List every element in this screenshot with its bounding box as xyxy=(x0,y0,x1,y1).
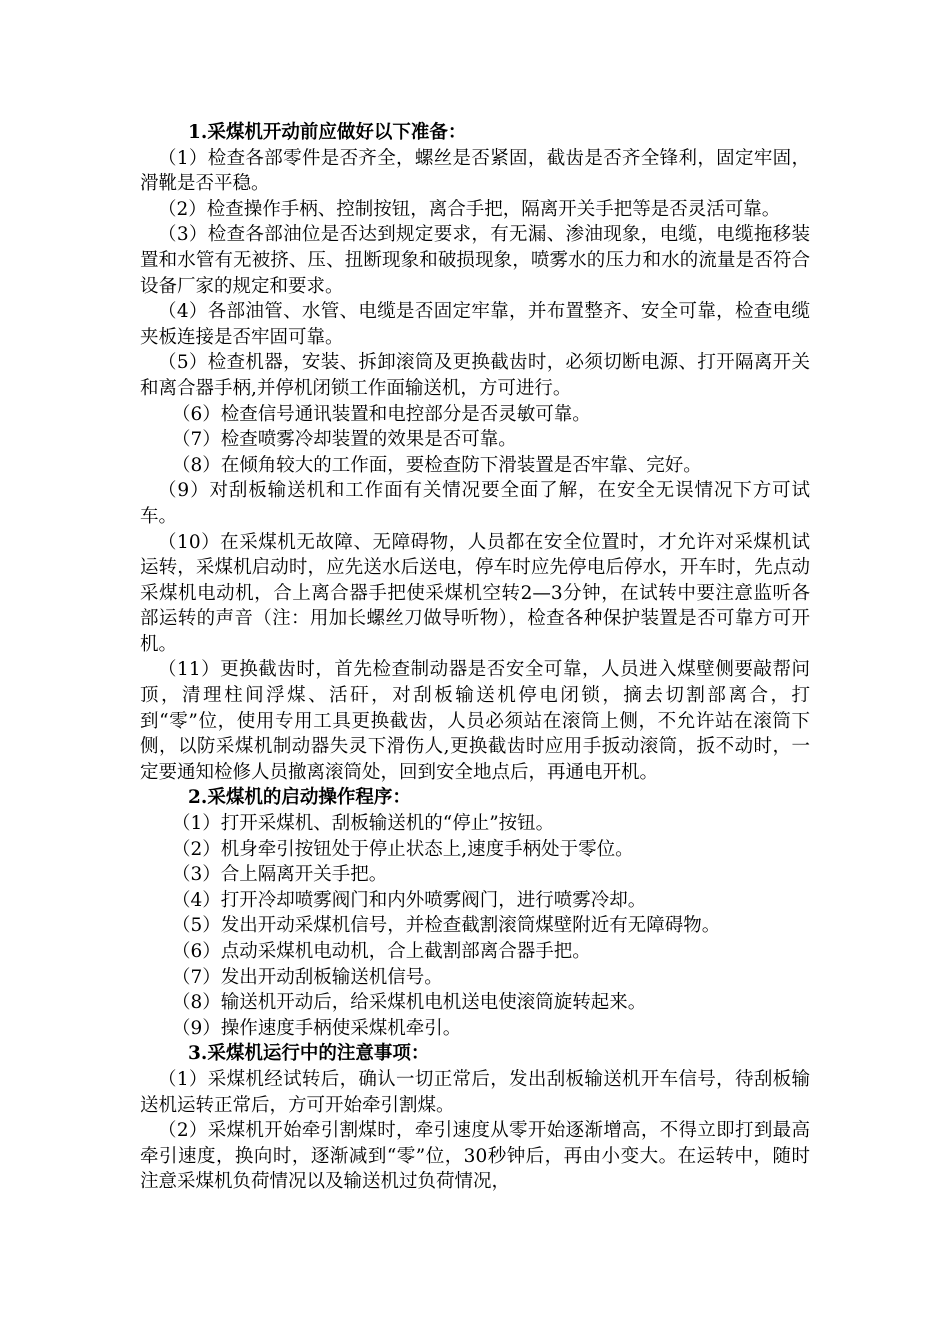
list-item: （4）打开冷却喷雾阀门和内外喷雾阀门，进行喷雾冷却。 xyxy=(172,889,647,911)
section-1-heading: 1.采煤机开动前应做好以下准备： xyxy=(188,122,467,143)
list-item: （8）在倾角较大的工作面，要检查防下滑装置是否牢靠、完好。 xyxy=(172,454,702,476)
paragraph: （2）检查操作手柄、控制按钮，离合手把，隔离开关手把等是否灵活可靠。 xyxy=(158,198,781,220)
section-3-heading: 3.采煤机运行中的注意事项： xyxy=(188,1043,430,1065)
paragraph: （10）在采煤机无故障、无障碍物，人员都在安全位置时，才允许对采煤机试运转，采煤机启动时，应先送水后送电，停车时应先停电后停水，开车时，先点动采煤机电动机，合上离合器手把使采煤机空转2—3分钟，在试转中要注意监听各部运转的声音（注：用加长螺丝刀做导听物），检查各种保护装置是否可靠方可开机。 xyxy=(140,531,810,655)
list-item: （8）输送机开动后，给采煤机电机送电使滚筒旋转起来。 xyxy=(172,992,647,1014)
list-item: （6）检查信号通讯装置和电控部分是否灵敏可靠。 xyxy=(172,403,591,425)
list-item: （7）检查喷雾冷却装置的效果是否可靠。 xyxy=(172,429,517,451)
paragraph: （1）检查各部零件是否齐全，螺丝是否紧固，截齿是否齐全锋利，固定牢固，滑靴是否平稳。 xyxy=(140,147,810,195)
list-item: （3）合上隔离开关手把。 xyxy=(172,864,388,886)
paragraph: （11）更换截齿时，首先检查制动器是否安全可靠，人员进入煤壁侧要敲帮问顶，清理柱间浮煤、活矸，对刮板输送机停电闭锁，摘去切割部离合，打到“零”位，使用专用工具更换截齿，人员必须站在滚筒上侧，不允许站在滚筒下侧，以防采煤机制动器失灵下滑伤人,更换截齿时应用手扳动滚筒，扳不动时，一定要通知检修人员撤离滚筒处，回到安全地点后，再通电开机。 xyxy=(140,659,810,783)
section-2-heading: 2.采煤机的启动操作程序： xyxy=(188,787,411,809)
list-item: （1）打开采煤机、刮板输送机的“停止”按钮。 xyxy=(172,813,555,835)
paragraph: （4）各部油管、水管、电缆是否固定牢靠，并布置整齐、安全可靠，检查电缆夹板连接是否牢固可靠。 xyxy=(140,301,810,348)
paragraph: （5）检查机器，安装、拆卸滚筒及更换截齿时，必须切断电源、打开隔离开关和离合器手柄,并停机闭锁工作面输送机，方可进行。 xyxy=(140,352,810,399)
list-item: （7）发出开动刮板输送机信号。 xyxy=(172,966,443,988)
list-item: （2）机身牵引按钮处于停止状态上,速度手柄处于零位。 xyxy=(172,838,634,860)
paragraph: （2）采煤机开始牵引割煤时，牵引速度从零开始逐渐增高，不得立即打到最高牵引速度，换向时，逐渐减到“零”位，30秒钟后，再由小变大。在运转中，随时注意采煤机负荷情况以及输送机过负荷情况， xyxy=(140,1120,810,1193)
list-item: （6）点动采煤机电动机，合上截割部离合器手把。 xyxy=(172,941,591,962)
paragraph: （1）采煤机经试转后，确认一切正常后，发出刮板输送机开车信号，待刮板输送机运转正常后，方可开始牵引割煤。 xyxy=(140,1068,810,1116)
paragraph: （9）对刮板输送机和工作面有关情况要全面了解，在安全无误情况下方可试车。 xyxy=(140,480,810,527)
list-item: （5）发出开动采煤机信号，并检查截割滚筒煤壁附近有无障碍物。 xyxy=(172,915,721,937)
document-body xyxy=(140,120,810,1195)
paragraph: （3）检查各部油位是否达到规定要求，有无漏、渗油现象，电缆，电缆拖移装置和水管有无被挤、压、扭断现象和破损现象，喷雾水的压力和水的流量是否符合设备厂家的规定和要求。 xyxy=(140,224,810,297)
list-item: （9）操作速度手柄使采煤机牵引。 xyxy=(172,1017,462,1039)
